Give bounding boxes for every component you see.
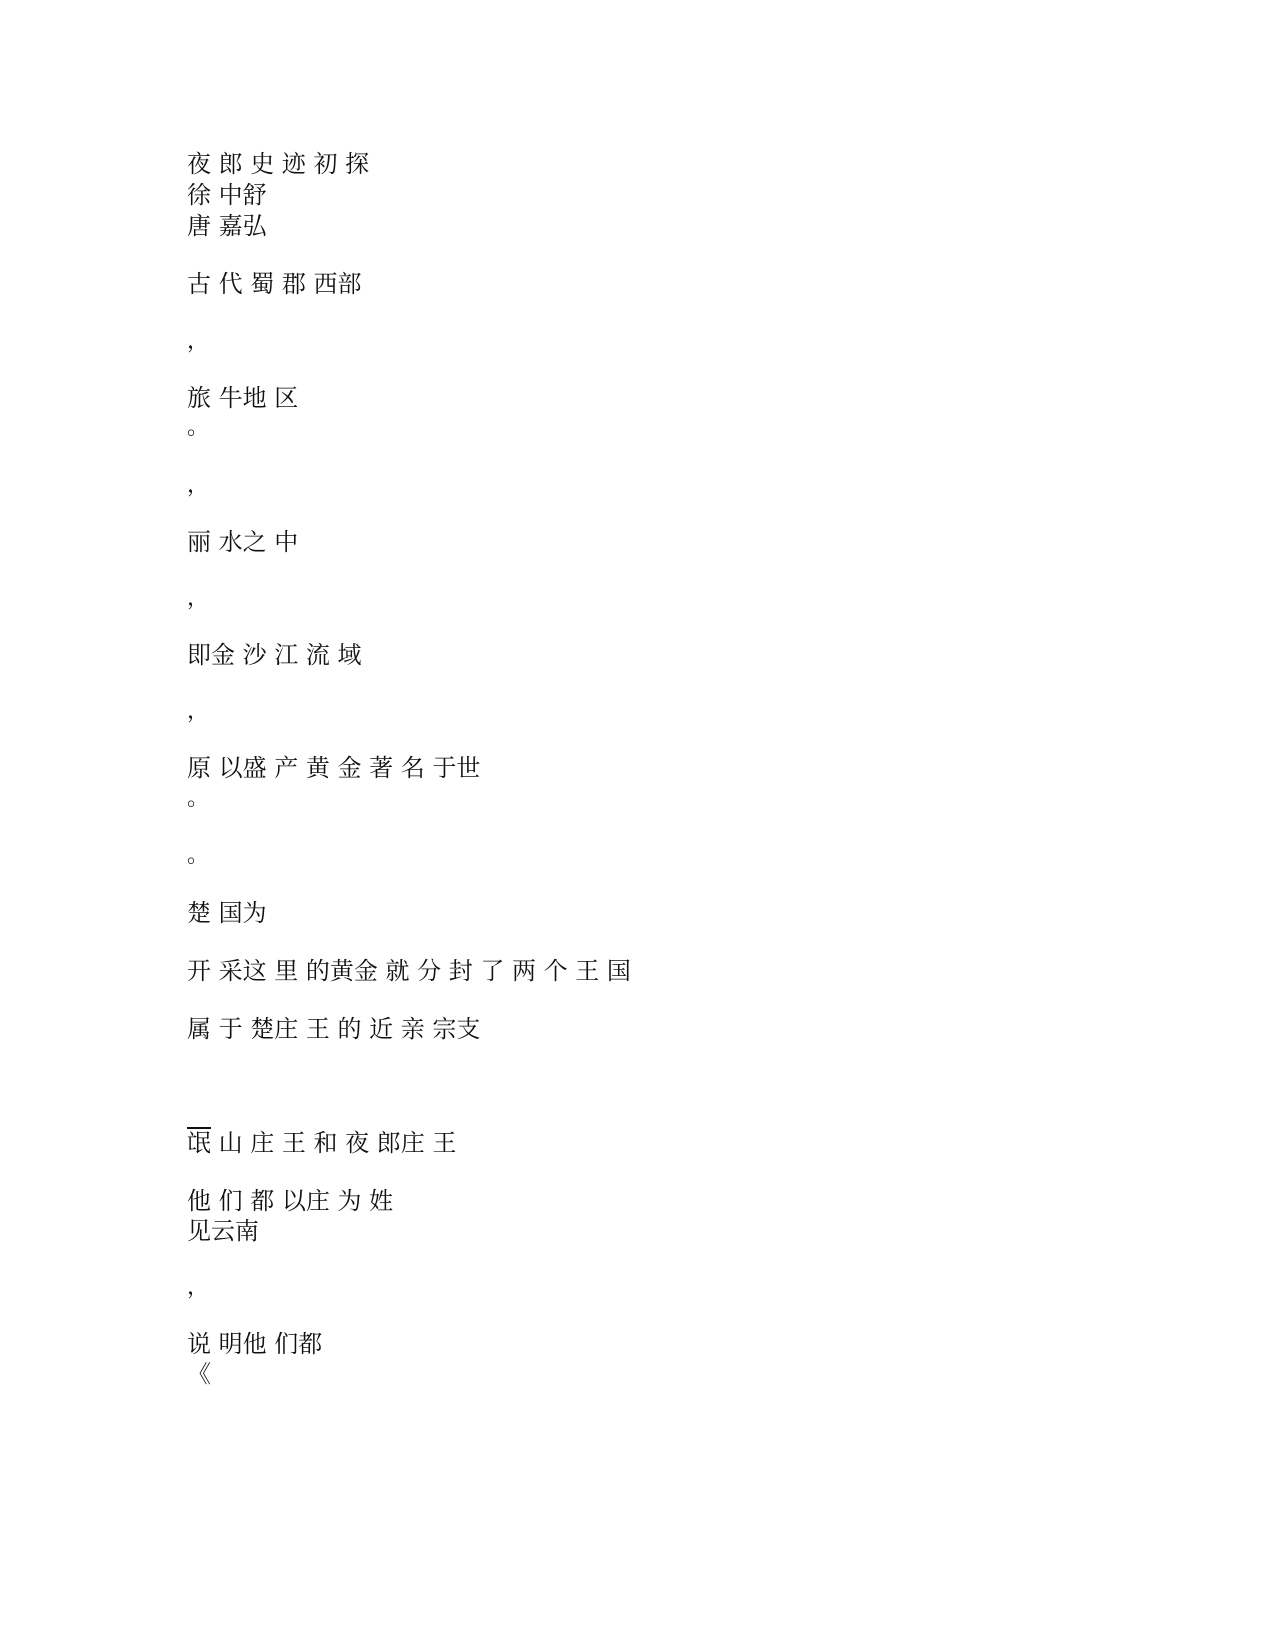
punctuation-line: ，	[187, 473, 210, 498]
text-line: 旅 牛地 区	[187, 384, 299, 412]
text-line: 原 以盛 产 黄 金 著 名 于世	[187, 754, 481, 782]
punctuation-line: ，	[187, 586, 210, 611]
dash-line-text	[187, 1069, 211, 1099]
text-line: 丽 水之 中	[187, 528, 299, 556]
text-line: 属 于 楚庄 王 的 近 亲 宗支	[187, 1015, 481, 1043]
text-line: 楚 国为	[187, 899, 267, 927]
punctuation-line: 。	[187, 843, 210, 868]
document-title: 夜 郎 史 迹 初 探	[187, 150, 370, 178]
text-line: 即金 沙 江 流 域	[187, 641, 362, 669]
text-line: 他 们 都 以庄 为 姓	[187, 1187, 394, 1215]
punctuation-line: ，	[187, 329, 210, 354]
text-line: 古 代 蜀 郡 西部	[187, 270, 362, 298]
text-line: 见云南	[187, 1217, 259, 1245]
text-line: 《	[187, 1360, 211, 1388]
text-line: 说 明他 们都	[187, 1330, 323, 1358]
punctuation-line: 。	[187, 786, 210, 811]
text-line: 氓 山 庄 王 和 夜 郎庄 王	[187, 1129, 457, 1157]
author-name: 徐 中舒	[187, 181, 267, 209]
punctuation-line: ，	[187, 1275, 210, 1300]
text-line: 开 采这 里 的黄金 就 分 封 了 两 个 王 国	[187, 957, 631, 985]
author-name: 唐 嘉弘	[187, 212, 267, 240]
punctuation-line: ，	[187, 699, 210, 724]
punctuation-line: 。	[187, 415, 210, 440]
